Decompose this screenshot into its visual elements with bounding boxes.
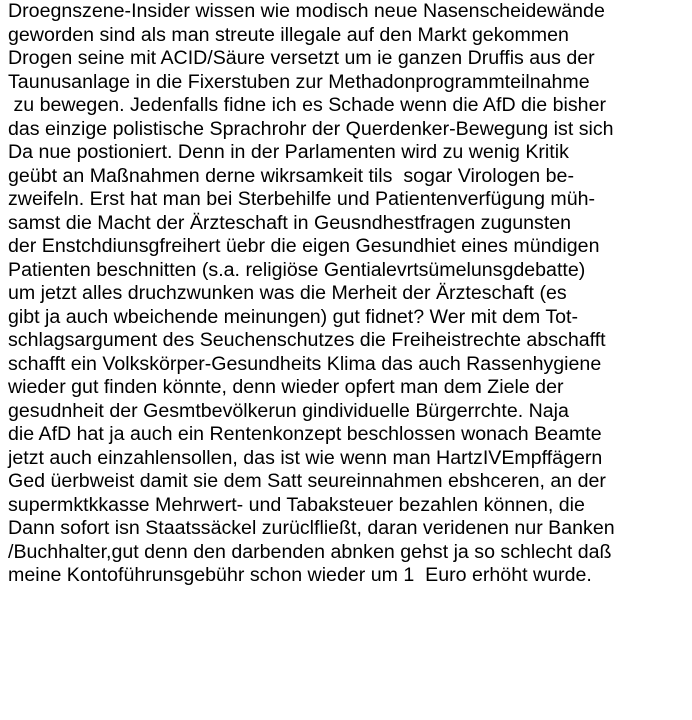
- text-line-8: geübt an Maßnahmen derne wikrsamkeit tils sogar Virologen be-: [8, 164, 574, 187]
- text-line-19: die AfD hat ja auch ein Rentenkonzept beschlossen wonach Beamte: [8, 423, 602, 445]
- text-line-7: Da nue postioniert. Denn in der Parlamenten wird zu wenig Kritik: [8, 141, 569, 163]
- text-line-2: geworden sind als man streute illegale auf den Markt gekommen: [8, 23, 569, 46]
- text-line-15: schlagsargument des Seuchenschutzes die Freiheistrechte abschafft: [8, 329, 606, 351]
- text-line-10: samst die Macht der Ärzteschaft in Geusndhestfragen zugunsten: [8, 211, 572, 234]
- text-line-14: gibt ja auch wbeichende meinungen) gut fidnet? Wer mit dem Tot-: [8, 305, 578, 328]
- text-line-23: Dann sofort isn Staatssäckel zurüclfließt, daran veridenen nur Banken: [8, 517, 615, 539]
- text-line-24: /Buchhalter,gut denn den darbenden abnken gehst ja so schlecht daß: [8, 540, 612, 563]
- text-line-12: Patienten beschnitten (s.a. religiöse Gentialevrtsümelunsgdebatte): [8, 258, 586, 281]
- document-body: [8, 0, 692, 588]
- text-line-6: das einzige polistische Sprachrohr der Querdenker-Bewegung ist sich: [8, 117, 614, 140]
- text-line-11: der Enstchdiunsgfreihert üebr die eigen Gesundhiet eines mündigen: [8, 235, 600, 257]
- text-line-18: gesudnheit der Gesmtbevölkerun gindividuelle Bürgerrchte. Naja: [8, 399, 569, 422]
- text-line-22: supermktkkasse Mehrwert- und Tabaksteuer bezahlen können, die: [8, 493, 585, 516]
- text-line-3: Drogen seine mit ACID/Säure versetzt um ie ganzen Druffis aus der: [8, 47, 595, 69]
- text-line-16: schafft ein Volkskörper-Gesundheits Klima das auch Rassenhygiene: [8, 352, 602, 375]
- text-line-1: Droegnszene-Insider wissen wie modisch neue Nasenscheidewände: [8, 0, 605, 22]
- text-line-21: Ged üerbweist damit sie dem Satt seureinnahmen ebshceren, an der: [8, 470, 606, 492]
- text-line-5: zu bewegen. Jedenfalls fidne ich es Schade wenn die AfD die bisher: [8, 94, 606, 116]
- text-line-13: um jetzt alles druchzwunken was die Merheit der Ärzteschaft (es: [8, 282, 567, 304]
- text-line-9: zweifeln. Erst hat man bei Sterbehilfe und Patientenverfügung müh-: [8, 188, 596, 210]
- text-line-20: jetzt auch einzahlensollen, das ist wie wenn man HartzIVEmpffägern: [8, 446, 603, 469]
- text-line-25: meine Kontoführunsgebühr schon wieder um 1 Euro erhöht wurde.: [8, 564, 592, 586]
- text-line-4: Taunusanlage in die Fixerstuben zur Methadonprogrammteilnahme: [8, 70, 590, 93]
- text-line-17: wieder gut finden könnte, denn wieder opfert man dem Ziele der: [8, 376, 564, 398]
